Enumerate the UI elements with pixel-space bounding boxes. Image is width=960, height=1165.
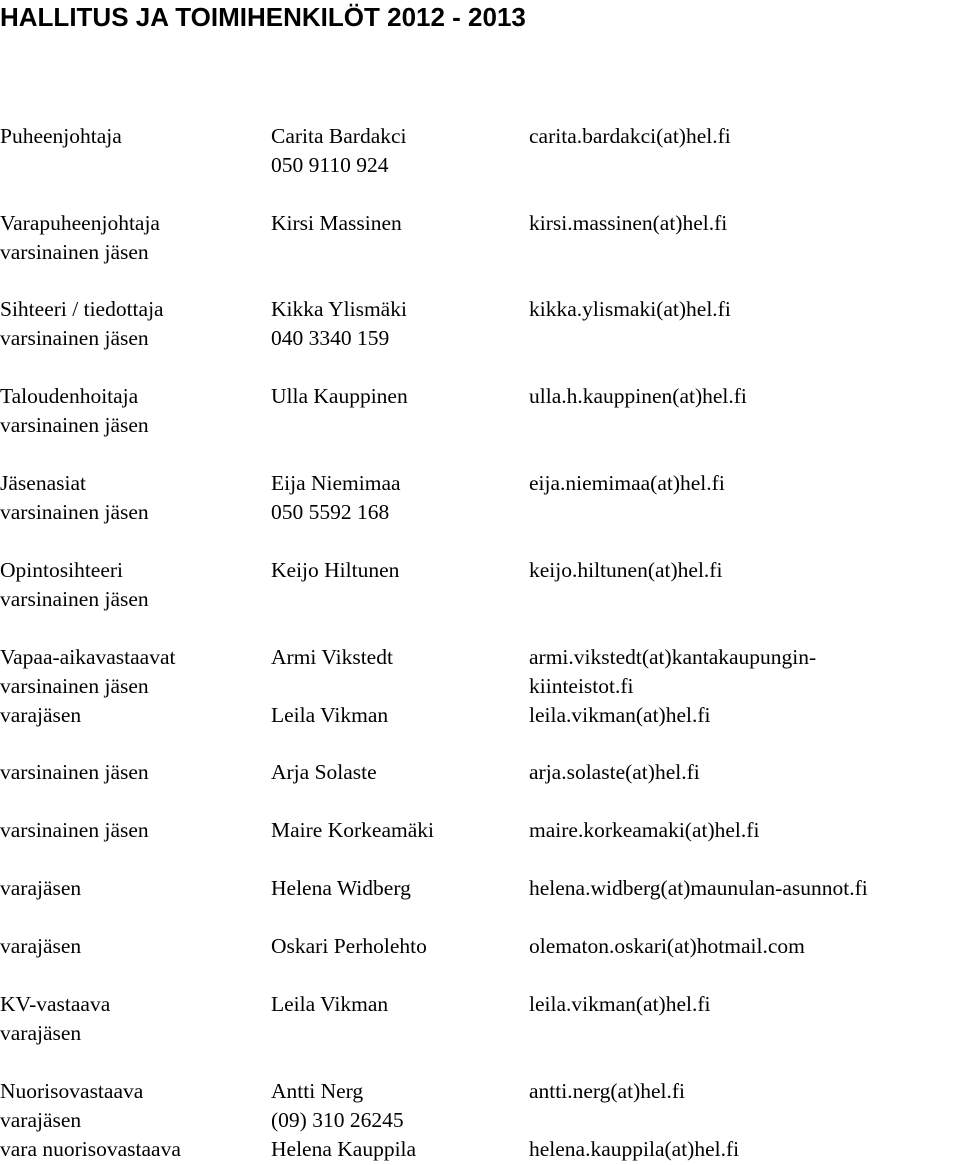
email-address: kikka.ylismaki(at)hel.fi (529, 297, 731, 321)
role-label: varajäsen (0, 876, 82, 900)
email-address: maire.korkeamaki(at)hel.fi (529, 818, 760, 842)
email-address: helena.kauppila(at)hel.fi (529, 1137, 740, 1161)
person-name: Keijo Hiltunen (271, 558, 400, 582)
person-name: Leila Vikman (271, 703, 389, 727)
role-label: Sihteeri / tiedottaja (0, 297, 164, 321)
email-address: arja.solaste(at)hel.fi (529, 760, 700, 784)
role-label: Puheenjohtaja (0, 124, 122, 148)
role-label: varsinainen jäsen (0, 413, 149, 437)
role-label: varsinainen jäsen (0, 818, 149, 842)
role-label: varajäsen (0, 1108, 82, 1132)
phone-number: 050 9110 924 (271, 153, 389, 177)
person-name: Oskari Perholehto (271, 934, 427, 958)
email-address-continued: kiinteistot.fi (529, 674, 634, 698)
role-label: Taloudenhoitaja (0, 384, 139, 408)
person-name: Antti Nerg (271, 1079, 364, 1103)
email-address: olematon.oskari(at)hotmail.com (529, 934, 805, 958)
phone-number: 040 3340 159 (271, 326, 390, 350)
person-name: Eija Niemimaa (271, 471, 401, 495)
role-label: varsinainen jäsen (0, 674, 149, 698)
person-name: Kikka Ylismäki (271, 297, 407, 321)
page-title: HALLITUS JA TOIMIHENKILÖT 2012 - 2013 (0, 2, 526, 32)
person-name: Carita Bardakci (271, 124, 407, 148)
role-label: varsinainen jäsen (0, 240, 149, 264)
role-label: Opintosihteeri (0, 558, 124, 582)
person-name: Kirsi Massinen (271, 211, 402, 235)
role-label: Vapaa-aikavastaavat (0, 645, 176, 669)
role-label: vara nuorisovastaava (0, 1137, 181, 1161)
person-name: Helena Kauppila (271, 1137, 417, 1161)
email-address: leila.vikman(at)hel.fi (529, 992, 711, 1016)
email-address: helena.widberg(at)maunulan-asunnot.fi (529, 876, 868, 900)
phone-number: (09) 310 26245 (271, 1108, 404, 1132)
role-label: Nuorisovastaava (0, 1079, 144, 1103)
person-name: Armi Vikstedt (271, 645, 393, 669)
person-name: Helena Widberg (271, 876, 411, 900)
role-label: varajäsen (0, 1021, 82, 1045)
role-label: varsinainen jäsen (0, 587, 149, 611)
email-address: eija.niemimaa(at)hel.fi (529, 471, 725, 495)
role-label: varajäsen (0, 703, 82, 727)
person-name: Leila Vikman (271, 992, 389, 1016)
person-name: Arja Solaste (271, 760, 377, 784)
email-address: carita.bardakci(at)hel.fi (529, 124, 731, 148)
email-address: armi.vikstedt(at)kantakaupungin- (529, 645, 817, 669)
role-label: varsinainen jäsen (0, 760, 149, 784)
role-label: Varapuheenjohtaja (0, 211, 160, 235)
person-name: Maire Korkeamäki (271, 818, 434, 842)
role-label: varsinainen jäsen (0, 326, 149, 350)
role-label: varajäsen (0, 934, 82, 958)
phone-number: 050 5592 168 (271, 500, 390, 524)
role-label: varsinainen jäsen (0, 500, 149, 524)
role-label: Jäsenasiat (0, 471, 86, 495)
role-label: KV-vastaava (0, 992, 111, 1016)
email-address: leila.vikman(at)hel.fi (529, 703, 711, 727)
person-name: Ulla Kauppinen (271, 384, 408, 408)
email-address: kirsi.massinen(at)hel.fi (529, 211, 728, 235)
email-address: antti.nerg(at)hel.fi (529, 1079, 686, 1103)
email-address: ulla.h.kauppinen(at)hel.fi (529, 384, 747, 408)
email-address: keijo.hiltunen(at)hel.fi (529, 558, 723, 582)
